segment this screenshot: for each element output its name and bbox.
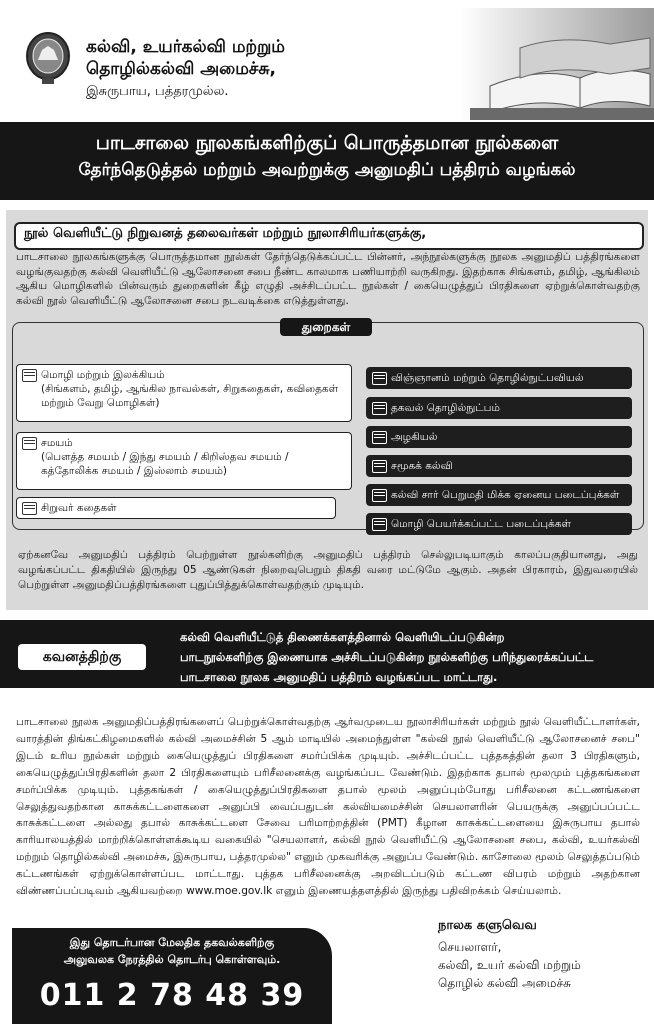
document-icon [372, 518, 387, 531]
category-religion [16, 432, 352, 490]
category-social-education [366, 455, 632, 477]
notice-label: கவனத்திற்கு [42, 649, 122, 665]
sri-lanka-emblem-icon [24, 30, 72, 86]
document-icon [372, 372, 387, 385]
contact-line2: அலுவலக நேரத்தில் தொடர்பு கொள்ளவும். [63, 953, 281, 966]
category-name: விஞ்ஞானம் மற்றும் தொழில்நுட்பவியல் [391, 372, 584, 384]
notice-line2: பாடநூல்களிற்கு இணையாக அச்சிடப்படுகின்ற நூல்களிற்கு பரிந்துரைக்கப்பட்ட [180, 650, 594, 664]
contact-phone-number: 011 2 78 48 39 [39, 978, 305, 1013]
document-icon [22, 369, 37, 382]
category-name: கல்வி சார் பெறுமதி மிக்க ஏனைய படைப்புக்கள் [391, 489, 620, 501]
category-other-educational-works [366, 484, 632, 506]
category-science-technology [366, 367, 632, 389]
category-information-technology [366, 397, 632, 419]
category-name: அழகியல் [391, 431, 438, 443]
signatory-name: நாலக களுவெவ [438, 918, 537, 933]
notice-line3: பாடசாலை நூலக அனுமதிப் பத்திரம் வழங்கப்பட மாட்டாது. [180, 670, 498, 684]
ministry-address: இசுருபாய, பத்தரமுல்ல. [86, 84, 229, 99]
category-aesthetics [366, 426, 632, 448]
signatory-org-line2: தொழில் கல்வி அமைச்சு [438, 976, 571, 990]
category-translated-works [366, 513, 632, 535]
category-children-stories [16, 497, 336, 519]
ministry-name-line2: தொழில்கல்வி அமைச்சு, [86, 59, 276, 79]
validity-paragraph: ஏற்கனவே அனுமதிப் பத்திரம் பெற்றுள்ள நூல்களிற்கு அனுமதிப் பத்திரம் செல்லுபடியாகும் காலப்பகுதியானது, அது வழங்கப்பட்ட திகதியில் இருந்து 05 ஆண்டுகள் நிறைவுபெறும் திகதி வரை மட்டுமே ஆகும். அதன் பிரகாரம், இதுவரையில் பெற்றுள்ள அனுமதிப்பத்திரங்களை புதுப்பித்துக்கொள்வதற்கும் முடியும். [18, 549, 638, 591]
notice-line1: கல்வி வெளியீட்டுத் திணைக்களத்தினால் வெளியிடப்படுகின்ற [180, 630, 505, 644]
signatory-org-line1: கல்வி, உயர் கல்வி மற்றும் [438, 958, 581, 972]
document-icon [22, 437, 37, 450]
document-icon [372, 460, 387, 473]
document-icon [22, 502, 37, 515]
category-name: சிறுவர் கதைகள் [41, 502, 117, 514]
procedure-paragraph: பாடசாலை நூலக அனுமதிப்பத்திரங்களைப் பெற்றுக்கொள்வதற்கு ஆர்வமுடைய நூலாசிரியர்கள் மற்றும் நூல் வெளியீட்டாளர்கள், வாரத்தின் திங்கட்கிழமைகளில் கல்வி அமைச்சின் 5 ஆம் மாடியில் அமைந்துள்ள "கல்வி நூல் வெளியீட்டு ஆலோசனைச் சபை" இடம் உரிய நூல்கள் மற்றும் கையெழுத்துப் பிரதிகளை சமர்ப்பிக்க முடியும். அச்சிடப்பட்ட புத்தகத்தின் தலா 3 பிரதிகளும், கையெழுத்துப்பிரதிகளின் தலா 2 பிரதிகளையும் பரிசீலனைக்கு வழங்கப்பட வேண்டும். இதற்காக தபால் மூலமும் புத்தகங்களை சமர்ப்பிக்க முடியும். புத்தகங்கள் / கையெழுத்துப்பிரதிகளை தபால் மூலம் அனுப்பும்போது பரிசீலனை கட்டணங்களை செலுத்துவதற்கான காசுக்கட்டளைகளை அனுப்பி வைப்பதுடன் கல்வியமைச்சின் செயலாளரின் பெயருக்கு அனுப்பப்பட்ட காசுக்கட்டளை அல்லது தபால் காசுக்கட்டளை சேவை பரிமாற்றத்தின் (PMT) கீழான காசுக்கட்டளையை இசுருபாய தபால் காரியாலயத்தில் மாற்றிக்கொள்ளக்கூடிய வகையில் "செயலாளர், கல்வி நூல் வெளியீட்டு ஆலோசனை சபை, கல்வி, உயர்கல்வி மற்றும் தொழில்கல்வி அமைச்சு, இசுருபாய, பத்தரமுல்ல" எனும் முகவரிக்கு அனுப்ப வேண்டும். காசோலை மூலம் செலுத்தப்படும் கட்டணங்கள் ஏற்றுக்கொள்ளப்பட மாட்டாது. புத்தக பரிசீலனைக்கு அறவிடப்படும் கட்டண விபரம் மற்றும் அதற்கான விண்ணப்பப்படிவம் ஆகியவற்றை www.moe.gov.lk எனும் இணையத்தளத்தில் இருந்து பதிவிறக்கம் செய்யலாம். [16, 716, 640, 898]
addressee: நூல் வெளியீட்டு நிறுவனத் தலைவர்கள் மற்றும் நூலாசிரியர்களுக்கு, [24, 226, 427, 241]
contact-line1: இது தொடர்பான மேலதிக தகவல்களிற்கு [69, 936, 275, 949]
category-language-literature [16, 364, 352, 422]
document-icon [372, 489, 387, 502]
signatory-title: செயலாளர், [438, 940, 502, 954]
category-name: மொழி பெயர்க்கப்பட்ட படைப்புக்கள் [391, 518, 572, 530]
category-detail: (சிங்களம், தமிழ், ஆங்கில நாவல்கள், சிறுகதைகள், கவிதைகள் மற்றும் வேறு மொழிகள்) [41, 383, 339, 409]
category-name: மொழி மற்றும் இலக்கியம் [41, 369, 165, 381]
category-name: தகவல் தொழில்நுட்பம் [391, 402, 500, 414]
notice-title-line2: தேர்ந்தெடுத்தல் மற்றும் அவற்றுக்கு அனுமதிப் பத்திரம் வழங்கல் [78, 160, 576, 180]
document-icon [372, 402, 387, 415]
intro-paragraph: பாடசாலை நூலகங்களுக்கு பொருத்தமான நூல்கள் தேர்ந்தெடுக்கப்பட்ட பின்னர், அந்நூல்களுக்கு நூலக அனுமதிப் பத்திரங்களை வழங்குவதற்கு கல்வி வெளியீட்டு ஆலோசனை சபை நீண்ட காலமாக பணியாற்றி வருகிறது. இதற்காக சிங்களம், தமிழ், ஆங்கிலம் ஆகிய மொழிகளில் பின்வரும் துறைகளின் கீழ் எழுதி அச்சிடப்பட்ட நூல்கள் / கையெழுத்துப் பிரதிகளை ஏற்றுக்கொள்வதற்கு கல்வி நூல் வெளியீட்டு ஆலோசனை சபை நடவடிக்கை எடுத்துள்ளது. [16, 251, 640, 307]
category-name: சமூகக் கல்வி [391, 460, 453, 472]
category-name: சமயம் [41, 437, 73, 449]
notice-title-line1: பாடசாலை நூலகங்களிற்குப் பொருத்தமான நூல்களை [95, 132, 559, 154]
sections-title: துறைகள் [301, 320, 351, 334]
open-book-photo [460, 8, 654, 120]
ministry-name-line1: கல்வி, உயர்கல்வி மற்றும் [86, 37, 285, 57]
document-icon [372, 431, 387, 444]
category-detail: (பௌத்த சமயம் / இந்து சமயம் / கிறிஸ்தவ சமயம் / கத்தோலிக்க சமயம் / இஸ்லாம் சமயம்) [41, 451, 289, 477]
